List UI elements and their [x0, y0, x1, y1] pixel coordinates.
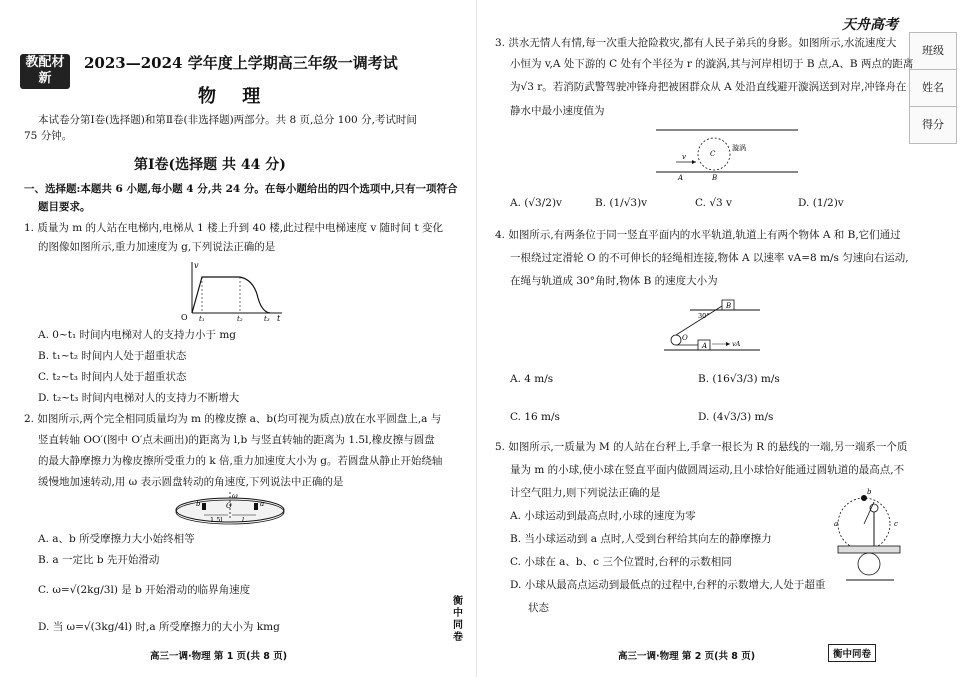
q3-b-label: B	[712, 174, 718, 180]
q2-option-a: A. a、b 所受摩擦力大小始终相等	[38, 533, 195, 545]
q4-stem-2: 一根绕过定滑轮 O 的不可伸长的轻绳相连接,物体 A 以速率 vA=8 m/s 匀速向右运动,	[510, 252, 909, 264]
q5-option-b: B. 当小球运动到 a 点时,人受到台秤给其向左的静摩擦力	[510, 533, 772, 545]
q2-stem-2: 竖直转轴 OO′(图中 O′点未画出)的距离为 l,b 与竖直转轴的距离为 1.5l,橡皮擦与圆盘	[38, 434, 435, 446]
q3-stem-2: 小恒为 v,A 处下游的 C 处有个半径为 r 的漩涡,其与河岸相切于 B 点,A、B 两点的距离	[510, 58, 914, 70]
q4-option-c: C. 16 m/s	[510, 411, 560, 423]
q2-option-c: C. ω=√(2kg/3l) 是 b 开始滑动的临界角速度	[38, 584, 251, 596]
subject-title: 物 理	[198, 86, 271, 107]
intro-line-1: 本试卷分第Ⅰ卷(选择题)和第Ⅱ卷(非选择题)两部分。共 8 页,总分 100 分,考试时间	[38, 114, 417, 126]
q5-b-label: b	[867, 488, 872, 496]
q2-dist-b-label: 1.5l	[210, 516, 223, 524]
intro-line-2: 75 分钟。	[24, 130, 73, 142]
q4-va-label: vA	[732, 340, 741, 348]
q3-v-label: v	[682, 153, 686, 161]
q5-a-label: a	[834, 520, 839, 528]
q1-option-b: B. t₁~t₂ 时间内人处于超重状态	[38, 350, 187, 362]
q2-option-b: B. a 一定比 b 先开始滑动	[38, 554, 160, 566]
q1-vt-graph	[178, 258, 288, 322]
q2-option-d: D. 当 ω=√(3kg/4l) 时,a 所受摩擦力的大小为 kmg	[38, 621, 280, 633]
q3-option-c: C. √3 v	[695, 197, 732, 209]
q5-option-c: C. 小球在 a、b、c 三个位置时,台秤的示数相同	[510, 556, 732, 568]
q1-graph-t1: t₁	[199, 315, 205, 322]
q5-option-d-cont: 状态	[528, 602, 549, 614]
q2-o-label: O	[226, 502, 232, 510]
q4-option-a: A. 4 m/s	[510, 373, 554, 385]
class-box: 班级	[909, 32, 957, 70]
q4-o-label: O	[682, 334, 688, 342]
q2-a-label: a	[260, 500, 265, 508]
q1-option-c: C. t₂~t₃ 时间内人处于超重状态	[38, 371, 187, 383]
q5-option-d: D. 小球从最高点运动到最低点的过程中,台秤的示数增大,人处于超重	[510, 579, 826, 591]
q1-graph-origin: O	[181, 313, 188, 322]
q3-stem-4: 静水中最小速度值为	[510, 105, 605, 117]
q3-c-label: C	[710, 150, 716, 158]
q4-stem-3: 在绳与轨道成 30°角时,物体 B 的速度大小为	[510, 275, 718, 287]
q1-option-a: A. 0~t₁ 时间内电梯对人的支持力小于 mg	[38, 329, 237, 341]
instruction-line-2: 题目要求。	[38, 201, 91, 213]
q2-stem-4: 缓慢地加速转动,用 ω 表示圆盘转动的角速度,下列说法中正确的是	[38, 476, 344, 488]
q2-dist-a-label: l	[242, 516, 245, 524]
q1-graph-t2: t₂	[237, 315, 243, 322]
q5-stem-2: 量为 m 的小球,使小球在竖直平面内做圆周运动,且小球恰好能通过圆轨道的最高点,不	[510, 464, 905, 476]
q3-stem-1: 3. 洪水无情人有情,每一次重大抢险救灾,都有人民子弟兵的身影。如图所示,水流速度大	[495, 37, 897, 49]
q5-stem-1: 5. 如图所示,一质量为 M 的人站在台秤上,手拿一根长为 R 的悬线的一端,另一端系一个质	[495, 441, 908, 453]
q2-omega-label: ω	[232, 492, 238, 500]
q3-vortex-label: 漩涡	[732, 144, 746, 152]
q3-stem-3: 为√3 r。若消防武警驾驶冲锋舟把被困群众从 A 处沿直线避开漩涡送到对岸,冲锋舟在	[510, 81, 907, 93]
q4-stem-1: 4. 如图所示,有两条位于同一竖直平面内的水平轨道,轨道上有两个物体 A 和 B,它们通过	[495, 229, 901, 241]
q1-option-d: D. t₂~t₃ 时间内电梯对人的支持力不断增大	[38, 392, 240, 404]
logo-badge: 教配材新	[20, 54, 70, 89]
q3-option-b: B. (1/√3)v	[595, 197, 648, 209]
left-footer: 高三一调·物理 第 1 页(共 8 页)	[150, 651, 288, 662]
q4-pulley-figure	[660, 296, 770, 356]
q2-stem-3: 的最大静摩擦力为橡皮擦所受重力的 k 倍,重力加速度大小为 g。若圆盘从静止开始绕轴	[38, 455, 443, 467]
right-stamp: 衡中同卷	[828, 644, 876, 662]
section-title: 第Ⅰ卷(选择题 共 44 分)	[134, 157, 286, 173]
q1-stem-2: 的图像如图所示,重力加速度为 g,下列说法正确的是	[38, 241, 276, 253]
q5-option-a: A. 小球运动到最高点时,小球的速度为零	[510, 510, 696, 522]
q5-stem-3: 计空气阻力,则下列说法正确的是	[510, 487, 661, 499]
name-box: 姓名	[909, 69, 957, 107]
score-box: 得分	[909, 106, 957, 144]
q1-stem-1: 1. 质量为 m 的人站在电梯内,电梯从 1 楼上升到 40 楼,此过程中电梯速度 v 随时间 t 变化	[24, 222, 444, 234]
q3-option-d: D. (1/2)v	[798, 197, 844, 209]
right-footer: 高三一调·物理 第 2 页(共 8 页)	[618, 651, 756, 662]
q1-graph-v-label: v	[194, 261, 199, 270]
instruction-line-1: 一、选择题:本题共 6 小题,每小题 4 分,共 24 分。在每小题给出的四个选项中,只有一项符合	[24, 183, 458, 195]
page-divider	[476, 0, 477, 677]
q4-a-label: A	[702, 342, 708, 350]
q5-scale-figure	[834, 484, 904, 590]
q1-graph-t-label: t	[277, 314, 281, 322]
exam-title: 2023—2024 学年度上学期高三年级一调考试	[84, 54, 398, 72]
q3-option-a: A. (√3/2)v	[510, 197, 562, 209]
q4-b-label: B	[726, 302, 732, 310]
q2-b-label: b	[196, 500, 201, 508]
q5-c-label: c	[894, 520, 898, 528]
brand-logo: 天舟高考	[842, 17, 898, 33]
q4-angle-label: 30°	[698, 312, 710, 320]
q4-option-d: D. (4√3/3) m/s	[698, 411, 774, 423]
q2-disc-figure	[170, 488, 290, 528]
left-seal: 衡中同卷	[453, 596, 463, 643]
q4-option-b: B. (16√3/3) m/s	[698, 373, 780, 385]
q1-graph-t3: t₃	[264, 315, 270, 322]
q2-stem-1: 2. 如图所示,两个完全相同质量均为 m 的橡皮擦 a、b(均可视为质点)放在水平圆盘上,a 与	[24, 413, 442, 425]
q3-river-figure	[652, 126, 802, 180]
q3-a-label: A	[678, 174, 684, 180]
